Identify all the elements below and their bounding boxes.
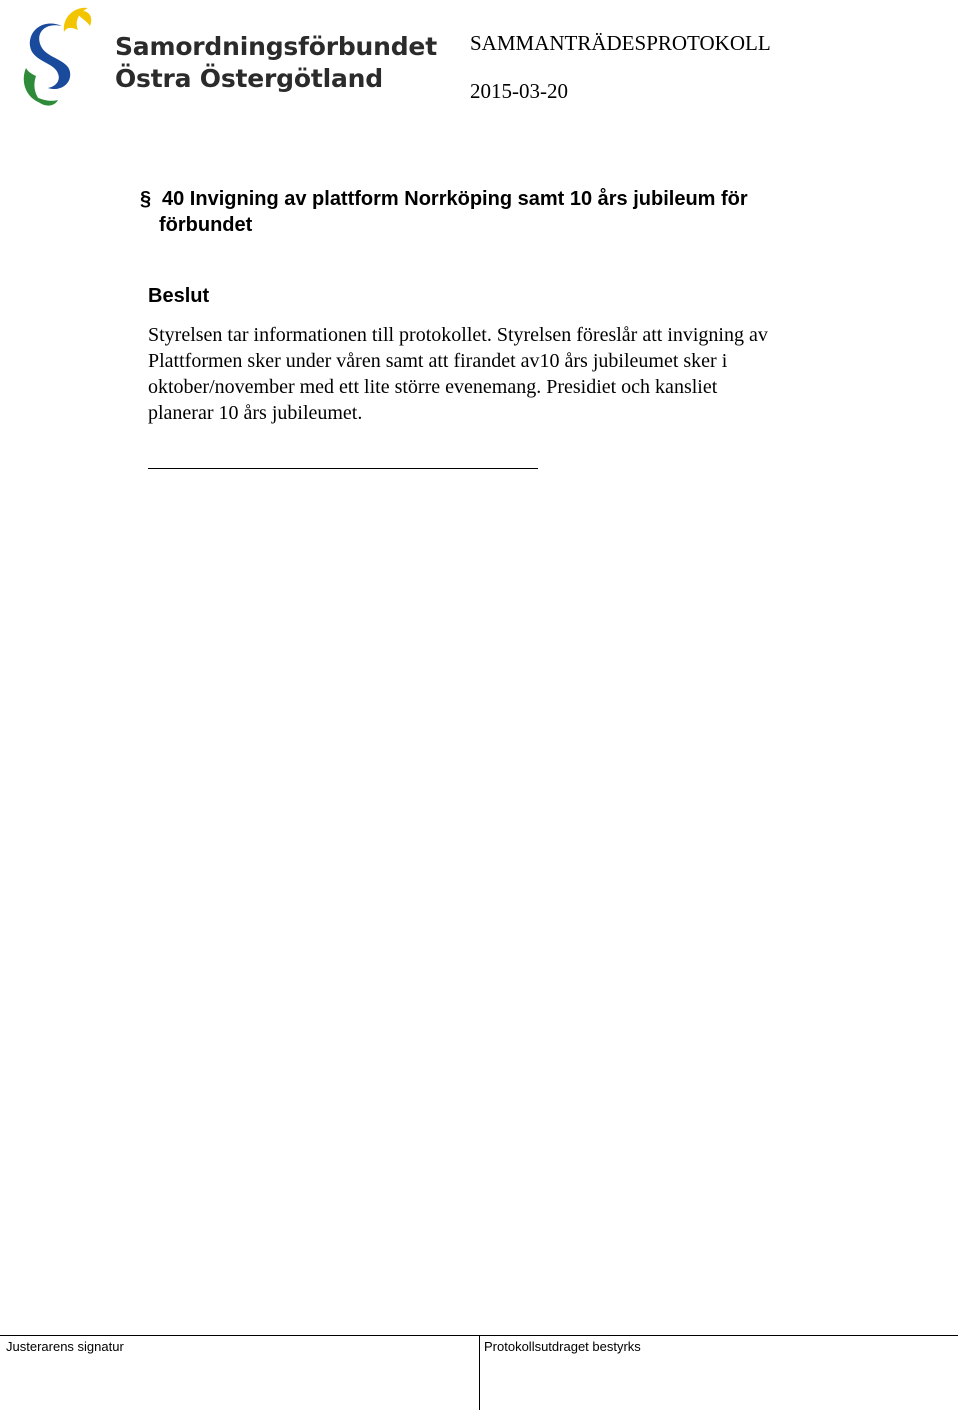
logo-text-line2: Östra Östergötland <box>115 64 383 93</box>
section-title-line1: 40 Invigning av plattform Norrköping samt 10 års jubileum för <box>162 188 748 210</box>
footer-justifier-signature: Justerarens signatur <box>6 1339 124 1354</box>
document-type: SAMMANTRÄDESPROTOKOLL <box>470 31 771 55</box>
decision-text-line: Plattformen sker under våren samt att firandet av10 års jubileumet sker i <box>148 350 728 372</box>
footer-divider <box>479 1335 480 1410</box>
decision-text <box>148 322 848 426</box>
signature-line <box>148 468 538 469</box>
footer-extract-certified: Protokollsutdraget bestyrks <box>484 1339 641 1354</box>
document-date: 2015-03-20 <box>470 79 568 103</box>
paragraph-symbol: § <box>140 188 152 210</box>
logo-swirl-icon <box>18 4 98 110</box>
decision-text-line: oktober/november med ett lite större evenemang. Presidiet och kansliet <box>148 376 718 398</box>
logo-text-line1: Samordningsförbundet <box>115 32 437 61</box>
decision-text-line: Styrelsen tar informationen till protokollet. Styrelsen föreslår att invigning av <box>148 324 768 346</box>
organization-logo <box>18 4 437 110</box>
decision-heading: Beslut <box>148 285 210 307</box>
decision-text-line: planerar 10 års jubileumet. <box>148 402 363 424</box>
section-title-line2: förbundet <box>159 214 253 236</box>
section-heading <box>140 186 840 238</box>
